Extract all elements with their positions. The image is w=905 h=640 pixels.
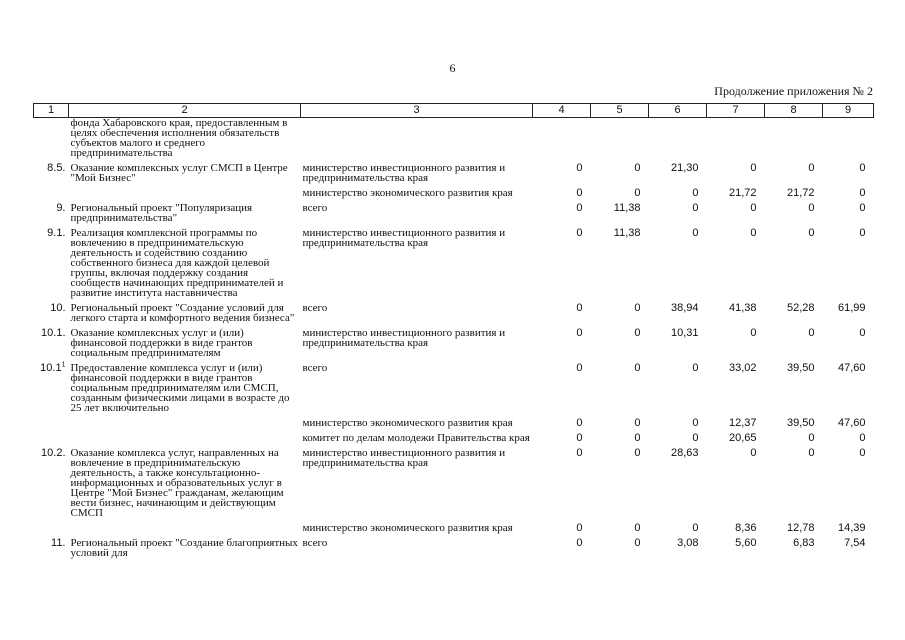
activity-name — [69, 523, 301, 538]
value-cell-v7: 20,65 — [728, 432, 757, 444]
value-cell-v5 — [591, 118, 649, 164]
value-cell-v4: 0 — [576, 162, 583, 174]
executor: министерство инвестиционного развития и предпринимательства края — [302, 447, 506, 469]
value-cell-v5: 0 — [634, 302, 641, 314]
value-cell-v8: 39,50 — [786, 417, 815, 429]
value-cell-v8: 52,28 — [786, 302, 815, 314]
value-cell-v9: 0 — [859, 227, 866, 239]
activity-name — [69, 418, 301, 433]
value-cell-v4: 0 — [576, 447, 583, 459]
value-cell-v6: 3,08 — [677, 537, 699, 549]
column-header: 4 — [533, 104, 591, 118]
row-number-superscript: 1 — [61, 361, 66, 369]
value-cell-v6: 10,31 — [670, 327, 699, 339]
activity-name: Региональный проект "Создание благоприятных условий для — [70, 537, 298, 559]
value-cell-v9: 0 — [859, 432, 866, 444]
value-cell-v7: 21,72 — [728, 187, 757, 199]
value-cell-v7: 41,38 — [728, 302, 757, 314]
activity-name: Региональный проект "Популяризация предпринимательства" — [70, 202, 253, 224]
executor: министерство экономического развития края — [302, 417, 513, 429]
column-header: 9 — [823, 104, 874, 118]
table-row — [34, 163, 874, 188]
value-cell-v7: 12,37 — [728, 417, 757, 429]
value-cell-v6: 0 — [692, 362, 699, 374]
value-cell-v5: 0 — [634, 537, 641, 549]
row-number — [34, 418, 69, 433]
activity-name — [69, 433, 301, 448]
value-cell-v6: 0 — [692, 522, 699, 534]
row-number-text: 10.2. — [41, 447, 66, 459]
value-cell-v7: 5,60 — [735, 537, 757, 549]
value-cell-v9: 0 — [859, 447, 866, 459]
value-cell-v6: 0 — [692, 202, 699, 214]
activity-name: Предоставление комплекса услуг и (или) финансовой поддержки в виде грантов социальным предпринимателям или СМСП, созданным физическими лицами в возрасте до 25 лет включительно — [70, 362, 290, 414]
value-cell-v4: 0 — [576, 187, 583, 199]
value-cell-v8: 39,50 — [786, 362, 815, 374]
value-cell-v7: 0 — [750, 447, 757, 459]
table-row — [34, 448, 874, 523]
row-number — [34, 303, 69, 328]
value-cell-v9: 47,60 — [837, 417, 866, 429]
value-cell-v8: 0 — [808, 162, 815, 174]
value-cell-v9: 14,39 — [837, 522, 866, 534]
value-cell-v9: 47,60 — [837, 362, 866, 374]
activity-name — [69, 188, 301, 203]
executor: всего — [302, 202, 328, 214]
row-number — [34, 188, 69, 203]
table-row — [34, 538, 874, 563]
table-row — [34, 118, 874, 164]
activity-name: Оказание комплексных услуг СМСП в Центре "Мой Бизнес" — [70, 162, 288, 184]
value-cell-v6: 21,30 — [670, 162, 699, 174]
value-cell-v8: 0 — [808, 447, 815, 459]
table-header-row — [34, 104, 874, 118]
value-cell-v6 — [649, 118, 707, 164]
value-cell-v9: 61,99 — [837, 302, 866, 314]
value-cell-v6: 0 — [692, 432, 699, 444]
value-cell-v4: 0 — [576, 537, 583, 549]
table-row — [34, 228, 874, 303]
column-header: 6 — [649, 104, 707, 118]
value-cell-v5: 0 — [634, 327, 641, 339]
row-number — [34, 363, 69, 418]
value-cell-v5: 0 — [634, 162, 641, 174]
table-row — [34, 523, 874, 538]
column-header: 3 — [301, 104, 533, 118]
value-cell-v4: 0 — [576, 362, 583, 374]
value-cell-v5: 0 — [634, 362, 641, 374]
activity-name: Региональный проект "Создание условий для легкого старта и комфортного ведения бизнеса" — [70, 302, 295, 324]
activity-name: Оказание комплекса услуг, направленных на вовлечение в предпринимательскую деятельность, а также консультационно-информационных и образовательных услуг в Центре "Мой Бизнес" гражданам, желающим вести бизнес, начинающим и действующим СМСП — [70, 447, 284, 519]
row-number-text: 10.1 — [40, 362, 62, 374]
value-cell-v9: 0 — [859, 202, 866, 214]
executor: министерство инвестиционного развития и предпринимательства края — [302, 162, 506, 184]
value-cell-v7: 0 — [750, 327, 757, 339]
executor: всего — [302, 302, 328, 314]
value-cell-v9: 0 — [859, 187, 866, 199]
row-number — [34, 433, 69, 448]
table-row — [34, 363, 874, 418]
value-cell-v6: 38,94 — [670, 302, 699, 314]
executor: комитет по делам молодежи Правительства края — [302, 432, 530, 444]
activity-name: фонда Хабаровского края, предоставленным в целях обеспечения исполнения обязательств субъектов малого и среднего предпринимательства — [70, 117, 288, 159]
value-cell-v8: 0 — [808, 202, 815, 214]
value-cell-v7 — [707, 118, 765, 164]
executor — [301, 118, 533, 164]
value-cell-v8: 21,72 — [786, 187, 815, 199]
row-number — [34, 328, 69, 363]
value-cell-v4: 0 — [576, 417, 583, 429]
value-cell-v5: 0 — [634, 522, 641, 534]
value-cell-v4: 0 — [576, 327, 583, 339]
value-cell-v8 — [765, 118, 823, 164]
value-cell-v5: 0 — [634, 187, 641, 199]
continuation-label: Продолжение приложения № 2 — [714, 84, 873, 98]
activity-name: Оказание комплексных услуг и (или) финансовой поддержки в виде грантов социальным предпринимателям — [70, 327, 253, 359]
column-header: 8 — [765, 104, 823, 118]
value-cell-v7: 0 — [750, 162, 757, 174]
column-header: 7 — [707, 104, 765, 118]
executor: министерство инвестиционного развития и предпринимательства края — [302, 227, 506, 249]
value-cell-v8: 0 — [808, 432, 815, 444]
value-cell-v6: 0 — [692, 187, 699, 199]
value-cell-v6: 28,63 — [670, 447, 699, 459]
row-number — [34, 163, 69, 188]
value-cell-v7: 0 — [750, 227, 757, 239]
value-cell-v8: 6,83 — [793, 537, 815, 549]
row-number-text: 10.1. — [41, 327, 66, 339]
row-number-text: 10. — [50, 302, 66, 314]
column-header: 2 — [69, 104, 301, 118]
row-number-text: 9. — [56, 202, 66, 214]
value-cell-v9 — [823, 118, 874, 164]
row-number — [34, 203, 69, 228]
table-row — [34, 418, 874, 433]
page-number: 6 — [449, 61, 456, 75]
value-cell-v6: 0 — [692, 417, 699, 429]
value-cell-v4: 0 — [576, 522, 583, 534]
value-cell-v5: 0 — [634, 447, 641, 459]
value-cell-v9: 0 — [859, 162, 866, 174]
table-row — [34, 203, 874, 228]
row-number — [34, 538, 69, 563]
value-cell-v8: 0 — [808, 227, 815, 239]
value-cell-v8: 12,78 — [786, 522, 815, 534]
value-cell-v4: 0 — [576, 302, 583, 314]
value-cell-v4: 0 — [576, 432, 583, 444]
column-header: 1 — [34, 104, 69, 118]
activity-name: Реализация комплексной программы по вовлечению в предпринимательскую деятельность и содействию созданию собственного бизнеса для каждой целевой группы, включая поддержку создания сообществ начинающих предпринимателей и развитие института наставничества — [70, 227, 284, 299]
executor: министерство экономического развития края — [302, 522, 513, 534]
value-cell-v9: 7,54 — [844, 537, 866, 549]
row-number — [34, 523, 69, 538]
row-number-text: 9.1. — [47, 227, 66, 239]
value-cell-v8: 0 — [808, 327, 815, 339]
value-cell-v7: 0 — [750, 202, 757, 214]
value-cell-v4: 0 — [576, 202, 583, 214]
value-cell-v5: 0 — [634, 417, 641, 429]
executor: министерство инвестиционного развития и предпринимательства края — [302, 327, 506, 349]
value-cell-v6: 0 — [692, 227, 699, 239]
budget-table — [33, 103, 874, 563]
value-cell-v9: 0 — [859, 327, 866, 339]
row-number — [34, 228, 69, 303]
value-cell-v5: 0 — [634, 432, 641, 444]
value-cell-v7: 33,02 — [728, 362, 757, 374]
column-header: 5 — [591, 104, 649, 118]
row-number — [34, 118, 69, 164]
row-number-text: 11. — [51, 537, 66, 549]
executor: всего — [302, 362, 328, 374]
value-cell-v4 — [533, 118, 591, 164]
table-row — [34, 303, 874, 328]
table-row — [34, 188, 874, 203]
executor: всего — [302, 537, 328, 549]
value-cell-v5: 11,38 — [613, 202, 641, 214]
row-number-text: 8.5. — [47, 162, 66, 174]
row-number — [34, 448, 69, 523]
value-cell-v5: 11,38 — [613, 227, 641, 239]
value-cell-v7: 8,36 — [735, 522, 757, 534]
executor: министерство экономического развития края — [302, 187, 513, 199]
table-row — [34, 328, 874, 363]
table-row — [34, 433, 874, 448]
value-cell-v4: 0 — [576, 227, 583, 239]
